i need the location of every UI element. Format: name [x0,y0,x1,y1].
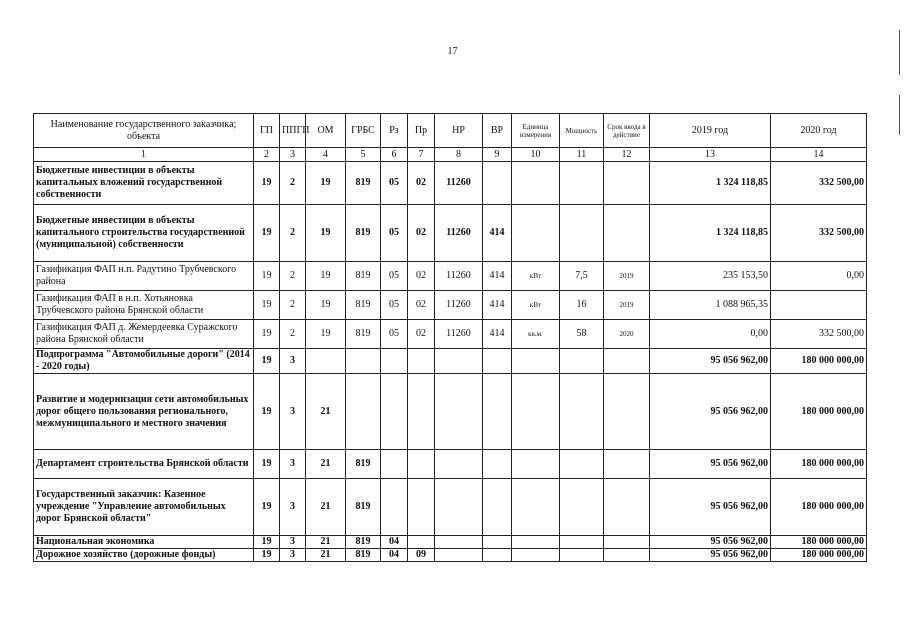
cell-unit [512,450,560,479]
cell-grbs: 819 [346,479,381,536]
cell-name: Дорожное хозяйство (дорожные фонды) [34,549,254,562]
column-index: 2 [254,148,280,162]
cell-name: Газификация ФАП н.п. Радутино Трубчевского района [34,262,254,291]
cell-nr [435,374,483,450]
cell-rz [381,479,408,536]
table-body [34,162,867,562]
cell-unit [512,479,560,536]
cell-name: Развитие и модернизация сети автомобильных дорог общего пользования регионального, межмуниципального и местного значения [34,374,254,450]
cell-om: 21 [306,450,346,479]
cell-grbs: 819 [346,205,381,262]
cell-name: Газификация ФАП в н.п. Хотьяновка Трубчевского района Брянской области [34,291,254,320]
cell-commissioning [604,162,650,205]
page-number: 17 [447,46,458,57]
cell-unit [512,536,560,549]
cell-2020: 180 000 000,00 [771,450,867,479]
cell-name: Газификация ФАП д. Жемердеевка Суражского района Брянской области [34,320,254,349]
cell-2020 [771,291,867,320]
cell-2019: 1 324 118,85 [650,205,771,262]
cell-gp: 19 [254,291,280,320]
cell-rz: 05 [381,262,408,291]
cell-ppgp: 2 [280,262,306,291]
cell-2019: 235 153,50 [650,262,771,291]
cell-commissioning [604,205,650,262]
cell-2019: 95 056 962,00 [650,549,771,562]
cell-commissioning: 2019 [604,262,650,291]
cell-ppgp: 3 [280,450,306,479]
cell-grbs: 819 [346,162,381,205]
cell-rz [381,450,408,479]
cell-nr: 11260 [435,320,483,349]
cell-pr [408,374,435,450]
cell-ppgp: 3 [280,374,306,450]
cell-name: Национальная экономика [34,536,254,549]
table-row [34,205,867,262]
col-header-pr: Пр [408,114,435,148]
col-header-ppgp: ППГП [280,114,306,148]
cell-rz: 04 [381,536,408,549]
cell-2020: 180 000 000,00 [771,549,867,562]
cell-2020: 332 500,00 [771,320,867,349]
cell-name: Государственный заказчик: Казенное учреждение "Управление автомобильных дорог Брянской области" [34,479,254,536]
cell-vr [483,374,512,450]
cell-pr [408,349,435,374]
cell-commissioning [604,374,650,450]
table-row [34,479,867,536]
cell-2020: 180 000 000,00 [771,349,867,374]
cell-gp: 19 [254,349,280,374]
cell-commissioning [604,479,650,536]
col-header-unit: Единица измерения [512,114,560,148]
cell-unit [512,205,560,262]
cell-2019: 1 324 118,85 [650,162,771,205]
table-row [34,262,867,291]
cell-capacity [560,349,604,374]
cell-gp: 19 [254,374,280,450]
cell-om: 21 [306,536,346,549]
cell-grbs [346,349,381,374]
cell-2020: 332 500,00 [771,162,867,205]
column-index-row [34,148,867,162]
column-index: 14 [771,148,867,162]
cell-gp: 19 [254,262,280,291]
cell-2020: 180 000 000,00 [771,374,867,450]
cell-nr: 11260 [435,262,483,291]
cell-capacity [560,479,604,536]
cell-nr [435,450,483,479]
col-header-name: Наименование государственного заказчика; объекта [34,114,254,148]
column-index: 12 [604,148,650,162]
cell-capacity: 16 [560,291,604,320]
cell-om: 21 [306,479,346,536]
cell-commissioning: 2020 [604,320,650,349]
budget-table [33,113,867,562]
cell-2019: 1 088 965,35 [650,291,771,320]
cell-ppgp: 2 [280,320,306,349]
cell-name: Подпрограмма "Автомобильные дороги" (2014 - 2020 годы) [34,349,254,374]
cell-ppgp: 3 [280,349,306,374]
cell-unit: кВт [512,262,560,291]
cell-om: 19 [306,262,346,291]
cell-nr [435,549,483,562]
cell-pr: 09 [408,549,435,562]
cell-capacity [560,162,604,205]
cell-ppgp: 3 [280,549,306,562]
cell-rz: 05 [381,205,408,262]
cell-om: 19 [306,320,346,349]
cell-pr [408,536,435,549]
cell-2020: 180 000 000,00 [771,536,867,549]
cell-capacity: 58 [560,320,604,349]
cell-pr: 02 [408,205,435,262]
table-row [34,349,867,374]
cell-gp: 19 [254,205,280,262]
cell-commissioning [604,536,650,549]
cell-vr [483,349,512,374]
cell-vr [483,549,512,562]
cell-pr: 02 [408,291,435,320]
cell-om: 21 [306,374,346,450]
column-index: 3 [280,148,306,162]
cell-grbs: 819 [346,450,381,479]
cell-2020: 332 500,00 [771,205,867,262]
cell-gp: 19 [254,450,280,479]
cell-om: 19 [306,205,346,262]
cell-grbs: 819 [346,549,381,562]
cell-ppgp: 3 [280,479,306,536]
cell-om: 21 [306,549,346,562]
cell-capacity [560,450,604,479]
col-header-rz: Рз [381,114,408,148]
col-header-grbs: ГРБС [346,114,381,148]
cell-ppgp: 2 [280,291,306,320]
cell-nr [435,349,483,374]
cell-capacity: 7,5 [560,262,604,291]
cell-vr: 414 [483,262,512,291]
cell-capacity [560,374,604,450]
cell-2019: 95 056 962,00 [650,450,771,479]
cell-name: Бюджетные инвестиции в объекты капитальных вложений государственной собственности [34,162,254,205]
cell-rz: 04 [381,549,408,562]
column-index: 6 [381,148,408,162]
cell-vr: 414 [483,205,512,262]
column-index: 13 [650,148,771,162]
column-index: 9 [483,148,512,162]
cell-gp: 19 [254,479,280,536]
cell-pr: 02 [408,262,435,291]
cell-grbs [346,374,381,450]
scan-edge-mark [899,95,900,135]
cell-gp: 19 [254,320,280,349]
cell-rz [381,349,408,374]
cell-gp: 19 [254,549,280,562]
col-header-om: ОМ [306,114,346,148]
cell-nr: 11260 [435,205,483,262]
column-index: 1 [34,148,254,162]
cell-gp: 19 [254,536,280,549]
cell-commissioning: 2019 [604,291,650,320]
header-row [34,114,867,148]
cell-grbs: 819 [346,320,381,349]
cell-2020: 0,00 [771,262,867,291]
col-header-vr: ВР [483,114,512,148]
column-index: 5 [346,148,381,162]
col-header-2019: 2019 год [650,114,771,148]
cell-nr: 11260 [435,291,483,320]
col-header-gp: ГП [254,114,280,148]
cell-commissioning [604,450,650,479]
cell-commissioning [604,549,650,562]
column-index: 4 [306,148,346,162]
cell-2019: 0,00 [650,320,771,349]
cell-om [306,349,346,374]
table-row [34,291,867,320]
column-index: 8 [435,148,483,162]
col-header-capacity: Мощность [560,114,604,148]
table-row [34,162,867,205]
cell-nr [435,536,483,549]
cell-pr [408,450,435,479]
cell-unit: кВт [512,291,560,320]
cell-rz [381,374,408,450]
cell-pr: 02 [408,320,435,349]
cell-vr [483,162,512,205]
table-row [34,320,867,349]
cell-grbs: 819 [346,262,381,291]
cell-2020: 180 000 000,00 [771,479,867,536]
column-index: 10 [512,148,560,162]
cell-vr: 414 [483,320,512,349]
cell-commissioning [604,349,650,374]
cell-unit [512,349,560,374]
cell-2019: 95 056 962,00 [650,374,771,450]
cell-rz: 05 [381,291,408,320]
cell-2019: 95 056 962,00 [650,349,771,374]
cell-gp: 19 [254,162,280,205]
col-header-commissioning: Срок ввода в действие [604,114,650,148]
cell-vr [483,536,512,549]
cell-vr: 414 [483,291,512,320]
cell-nr: 11260 [435,162,483,205]
cell-ppgp: 3 [280,536,306,549]
cell-2019: 95 056 962,00 [650,479,771,536]
cell-capacity [560,205,604,262]
cell-pr [408,479,435,536]
cell-name: Департамент строительства Брянской области [34,450,254,479]
cell-grbs: 819 [346,291,381,320]
column-index: 11 [560,148,604,162]
table-row [34,450,867,479]
cell-vr [483,479,512,536]
cell-nr [435,479,483,536]
cell-unit [512,162,560,205]
cell-grbs: 819 [346,536,381,549]
table-row [34,549,867,562]
cell-rz: 05 [381,320,408,349]
cell-ppgp: 2 [280,162,306,205]
table-row [34,536,867,549]
scan-edge-mark [899,30,900,75]
cell-om: 19 [306,162,346,205]
column-index: 7 [408,148,435,162]
cell-unit [512,549,560,562]
col-header-nr: НР [435,114,483,148]
cell-om: 19 [306,291,346,320]
table-row [34,374,867,450]
cell-unit [512,374,560,450]
cell-pr: 02 [408,162,435,205]
cell-unit: кв.м. [512,320,560,349]
cell-vr [483,450,512,479]
col-header-2020: 2020 год [771,114,867,148]
cell-rz: 05 [381,162,408,205]
cell-capacity [560,536,604,549]
cell-2019: 95 056 962,00 [650,536,771,549]
cell-name: Бюджетные инвестиции в объекты капитального строительства государственной (муниципальной) собственности [34,205,254,262]
cell-ppgp: 2 [280,205,306,262]
cell-capacity [560,549,604,562]
